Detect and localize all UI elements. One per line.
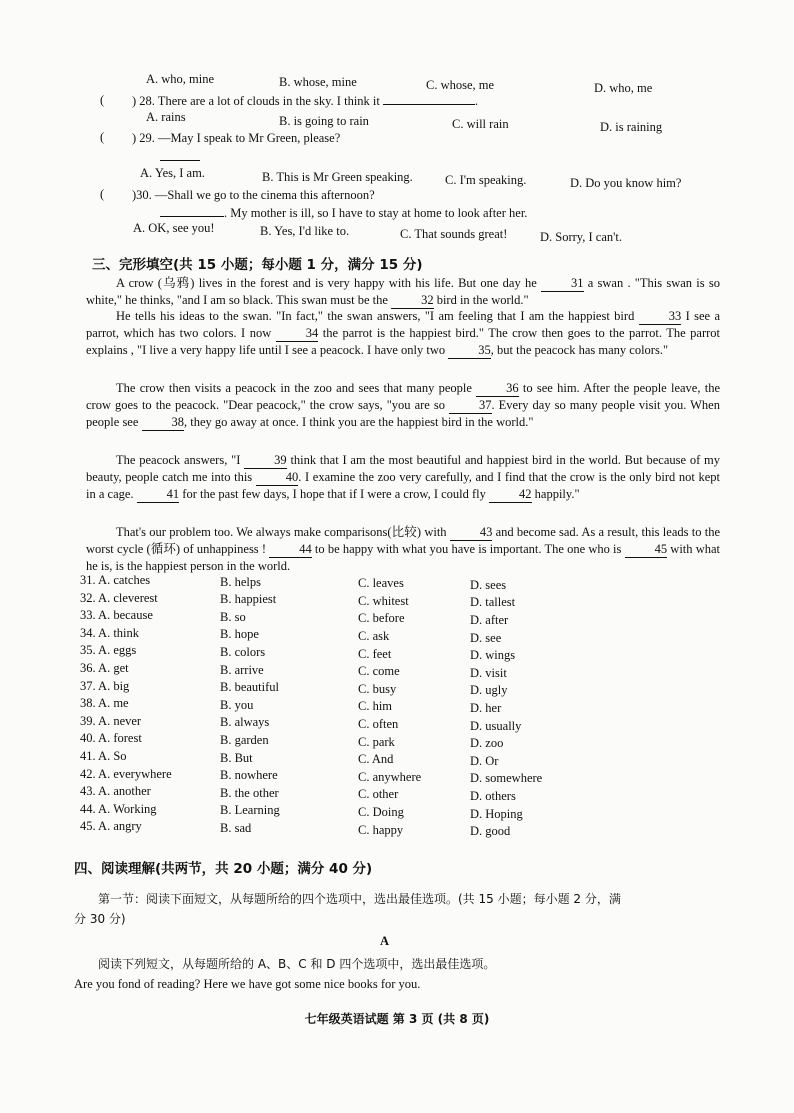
q27-option-b: B. whose, mine (279, 75, 357, 89)
q30-option-b: B. Yes, I'd like to. (260, 224, 350, 238)
q30-paren: ( (100, 187, 105, 201)
cloze-option-31-b: B. helps (220, 574, 261, 589)
section4-heading: 四、阅读理解(共两节，共 20 小题；满分 40 分) (74, 861, 373, 877)
q29-option-d: D. Do you know him? (570, 176, 682, 190)
passage-instruction: 阅读下列短文，从每题所给的 A、B、C 和 D 四个选项中，选出最佳选项。 (98, 957, 496, 971)
cloze-option-31-d: D. sees (470, 577, 507, 592)
cloze-option-34-b: B. hope (220, 627, 259, 642)
q28-option-c: C. will rain (452, 117, 509, 131)
cloze-option-39-d: D. usually (470, 718, 522, 733)
cloze-option-42-d: D. somewhere (470, 771, 543, 786)
cloze-option-33-a: 33. A. because (80, 608, 153, 623)
q28-option-d: D. is raining (600, 120, 663, 134)
blank-39: 39 (244, 452, 287, 469)
q28-option-a: A. rains (146, 110, 186, 124)
cloze-option-36-c: C. come (358, 664, 400, 679)
cloze-option-38-b: B. you (220, 697, 254, 712)
section4-part1-instruction: 第一节：阅读下面短文，从每题所给的四个选项中，选出最佳选项。(共 15 小题；每小题 2 分，满 (98, 892, 621, 906)
q29-option-a: A. Yes, I am. (140, 166, 205, 180)
cloze-option-35-a: 35. A. eggs (80, 643, 137, 658)
cloze-option-43-c: C. other (358, 787, 399, 802)
cloze-option-35-d: D. wings (470, 648, 516, 663)
q30-stem: )30. —Shall we go to the cinema this afternoon? (132, 188, 375, 202)
cloze-paragraph-2: He tells his ideas to the swan. "In fact," the swan answers, "I am feeling that I am the happiest bird 33 I see a parrot, which has two colors. I now 34 the parrot is the happiest bird." The crow then goes to the parrot. The parrot explains , "I live a very happy life until I see a peacock. I have only two 35, but the peacock has many colors." (86, 309, 721, 357)
blank-45: 45 (625, 541, 668, 558)
blank-42: 42 (489, 486, 532, 503)
cloze-option-34-a: 34. A. think (80, 625, 140, 640)
blank-38: 38 (142, 414, 185, 431)
q28-option-b: B. is going to rain (279, 114, 369, 128)
cloze-option-44-b: B. Learning (220, 803, 280, 818)
cloze-option-32-c: C. whitest (358, 593, 409, 608)
cloze-option-36-d: D. visit (470, 665, 507, 680)
passage-intro: Are you fond of reading? Here we have got some nice books for you. (74, 977, 421, 991)
blank-43: 43 (450, 524, 493, 541)
cloze-option-43-a: 43. A. another (80, 784, 151, 799)
cloze-option-36-a: 36. A. get (80, 661, 129, 675)
cloze-paragraph-5: That's our problem too. We always make comparisons(比较) with 43 and become sad. As a result, this leads to the worst cycle (循环) of unhappiness ! 44 to be happy with what you have is important. The one who is 45 with what he is, is the happiest person in the world. (86, 525, 721, 573)
q30-option-a: A. OK, see you! (133, 221, 215, 235)
cloze-paragraph-1: A crow (乌鸦) lives in the forest and is very happy with his life. But one day he 31 a swan . "This swan is so white," he thinks, "and I am so black. This swan must be the 32 bird in the world." (86, 276, 720, 307)
cloze-option-36-b: B. arrive (220, 662, 264, 677)
q27-option-c: C. whose, me (426, 78, 495, 92)
cloze-option-37-b: B. beautiful (220, 680, 280, 695)
cloze-option-39-b: B. always (220, 715, 270, 730)
section3-heading: 三、完形填空(共 15 小题；每小题 1 分，满分 15 分) (92, 257, 423, 273)
cloze-option-45-d: D. good (470, 824, 511, 839)
cloze-option-39-a: 39. A. never (80, 713, 142, 728)
blank-36: 36 (476, 380, 519, 397)
cloze-option-40-c: C. park (358, 734, 395, 749)
cloze-option-42-a: 42. A. everywhere (80, 766, 172, 781)
q30-reply: . My mother is ill, so I have to stay at home to look after her. (160, 206, 527, 221)
cloze-option-43-b: B. the other (220, 785, 279, 800)
q28-stem: ) 28. There are a lot of clouds in the sky. I think it . (132, 94, 479, 108)
q27-option-d: D. who, me (594, 81, 653, 95)
cloze-option-42-c: C. anywhere (358, 769, 422, 784)
cloze-option-44-a: 44. A. Working (80, 801, 157, 816)
blank-32: 32 (391, 292, 434, 309)
blank-31: 31 (541, 275, 584, 292)
blank-33: 33 (639, 308, 682, 325)
cloze-option-31-a: 31. A. catches (80, 573, 151, 587)
section4-part1-instruction-cont: 分 30 分) (74, 912, 126, 926)
page-footer: 七年级英语试题 第 3 页 (共 8 页) (304, 1012, 490, 1026)
q29-option-c: C. I'm speaking. (445, 173, 527, 187)
cloze-option-33-d: D. after (470, 613, 509, 627)
q29-stem: ) 29. —May I speak to Mr Green, please? (132, 131, 341, 145)
q28-paren: ( (100, 93, 105, 107)
cloze-option-34-c: C. ask (358, 629, 390, 643)
q30-option-d: D. Sorry, I can't. (540, 230, 622, 244)
blank-37: 37 (449, 397, 492, 414)
blank-40: 40 (256, 469, 299, 486)
cloze-option-33-c: C. before (358, 611, 405, 626)
cloze-option-44-c: C. Doing (358, 805, 404, 819)
cloze-option-33-b: B. so (220, 609, 246, 624)
q29-option-b: B. This is Mr Green speaking. (262, 170, 413, 184)
cloze-option-41-d: D. Or (470, 753, 499, 768)
cloze-option-38-d: D. her (470, 701, 502, 715)
cloze-option-41-a: 41. A. So (80, 749, 127, 763)
cloze-option-38-c: C. him (358, 699, 393, 714)
cloze-option-45-a: 45. A. angry (80, 819, 142, 834)
cloze-option-44-d: D. Hoping (470, 806, 523, 821)
cloze-option-35-c: C. feet (358, 646, 392, 661)
cloze-paragraph-4: The peacock answers, "I 39 think that I am the most beautiful and happiest bird in the world. But because of my beauty, people catch me into this 40. I examine the zoo very carefully, and I find that the crow is the only bird not kept in a cage. 41 for the past few days, I hope that if I were a crow, I could fly 42 happily." (86, 453, 720, 501)
cloze-option-41-b: B. But (220, 750, 253, 765)
cloze-option-32-d: D. tallest (470, 595, 516, 610)
q27-option-a: A. who, mine (146, 72, 215, 86)
q29-paren: ( (100, 130, 105, 144)
cloze-option-45-b: B. sad (220, 821, 252, 835)
blank-35: 35 (448, 342, 491, 359)
passage-label: A (380, 934, 390, 948)
blank-34: 34 (276, 325, 319, 342)
cloze-option-35-b: B. colors (220, 645, 266, 659)
cloze-option-43-d: D. others (470, 789, 516, 803)
cloze-option-40-d: D. zoo (470, 736, 504, 751)
blank-44: 44 (269, 541, 312, 558)
cloze-option-45-c: C. happy (358, 822, 404, 837)
cloze-option-37-a: 37. A. big (80, 678, 130, 693)
cloze-option-40-a: 40. A. forest (80, 731, 142, 746)
cloze-option-41-c: C. And (358, 752, 394, 767)
cloze-paragraph-3: The crow then visits a peacock in the zoo and sees that many people 36 to see him. After the people leave, the crow goes to the peacock. "Dear peacock," the crow says, "you are so 37. Every day so many people visit you. When people see 38, they go away at once. I think you are the happiest bird in the world." (86, 381, 720, 429)
cloze-option-39-c: C. often (358, 717, 399, 731)
cloze-option-32-a: 32. A. cleverest (80, 590, 158, 605)
cloze-option-32-b: B. happiest (220, 592, 277, 607)
q30-option-c: C. That sounds great! (400, 227, 508, 241)
cloze-option-37-c: C. busy (358, 681, 397, 696)
cloze-option-31-c: C. leaves (358, 576, 404, 591)
cloze-option-34-d: D. see (470, 630, 502, 645)
blank-41: 41 (137, 486, 180, 503)
cloze-option-40-b: B. garden (220, 733, 269, 747)
cloze-option-38-a: 38. A. me (80, 696, 129, 711)
cloze-option-42-b: B. nowhere (220, 768, 278, 783)
cloze-option-37-d: D. ugly (470, 683, 508, 698)
q29-answer-blank (160, 150, 200, 165)
